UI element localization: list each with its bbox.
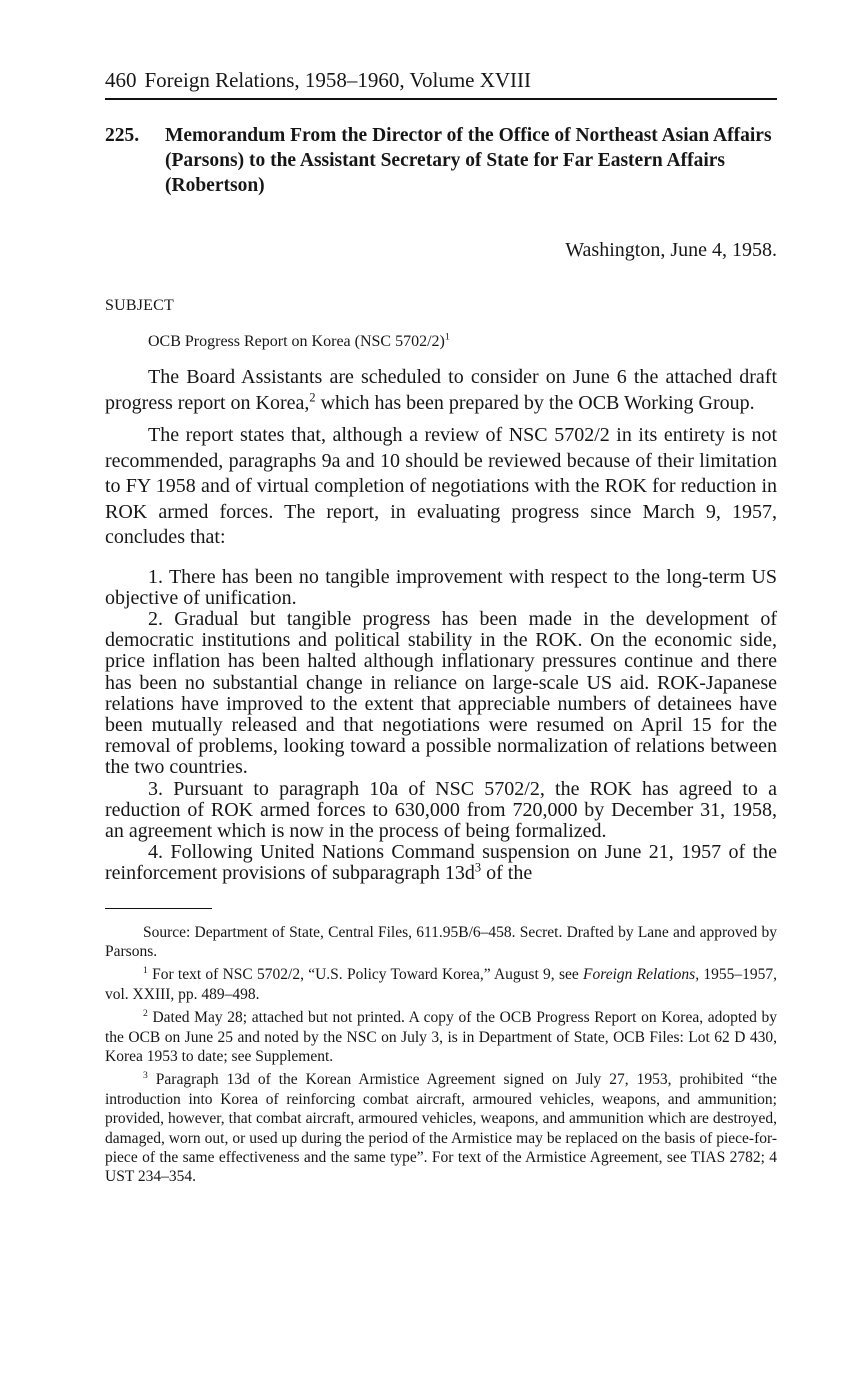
footnote-ref-1: 1 <box>444 331 450 343</box>
running-head <box>105 66 777 100</box>
body-paragraph-1-text-a: The Board Assistants are scheduled to consider on June 6 the attached draft progress report on Korea, <box>105 366 777 414</box>
body-paragraph-1-text-b: which has been prepared by the OCB Working Group. <box>320 391 755 414</box>
dateline: Washington, June 4, 1958. <box>565 239 777 261</box>
footnote-1 <box>105 965 777 1004</box>
document-title: Memorandum From the Director of the Office of Northeast Asian Affairs (Parsons) to the Assistant Secretary of State for Far Eastern Affairs (Robertson) <box>165 125 772 196</box>
footnote-ref-3: 3 <box>474 860 482 875</box>
volume-title: Foreign Relations, 1958–1960, Volume XVIII <box>144 68 532 92</box>
footnote-mark-3: 3 <box>143 1070 148 1082</box>
footnote-source: Source: Department of State, Central Files, 611.95B/6–458. Secret. Drafted by Lane and approved by Parsons. <box>105 923 777 960</box>
conclusions-list <box>105 567 777 885</box>
subject-text: OCB Progress Report on Korea (NSC 5702/2) <box>148 333 445 350</box>
page-number: 460 <box>105 68 137 92</box>
body-paragraph-2: The report states that, although a review of NSC 5702/2 in its entirety is not recommended, paragraphs 9a and 10 should be reviewed because of their limitation to FY 1958 and of virtual completion of negotiations with the ROK for reduction in ROK armed forces. The report, in evaluating progress since March 9, 1957, concludes that: <box>105 424 777 548</box>
memo-body <box>105 365 777 551</box>
footnote-1-text-a: For text of NSC 5702/2, “U.S. Policy Toward Korea,” August 9, see <box>152 966 579 984</box>
footnote-separator <box>105 908 212 909</box>
document-page <box>105 66 777 1191</box>
footnote-2 <box>105 1008 777 1066</box>
list-item-4-text-b: of the <box>486 862 533 885</box>
footnote-3 <box>105 1070 777 1186</box>
list-item <box>105 842 777 884</box>
subject-label: SUBJECT <box>105 297 174 314</box>
footnote-2-text: Dated May 28; attached but not printed. A copy of the OCB Progress Report on Korea, adopted by the OCB on June 25 and noted by the NSC on July 3, is in Department of State, OCB Files: Lot 62 D 430, Korea 1953 to date; see Supplement. <box>105 1009 777 1065</box>
document-number: 225. <box>105 125 140 146</box>
footnote-1-text-b: 1955–1957, vol. XXIII, pp. 489–498. <box>105 966 777 1003</box>
footnote-3-text: Paragraph 13d of the Korean Armistice Agreement signed on July 27, 1953, prohibited “the introduction into Korea of reinforcing combat aircraft, armoured vehicles, weapons, and ammunition; provided, however, that combat aircraft, armoured vehicles, weapons, and ammunition which are destroyed, damaged, worn out, or used up during the period of the Armistice may be replaced on the basis of piece-for-piece of the same effectiveness and the same type”. For text of the Armistice Agreement, see TIAS 2782; 4 UST 234–354. <box>105 1071 778 1186</box>
footnote-ref-2: 2 <box>309 389 316 404</box>
footnotes <box>105 923 777 1187</box>
body-paragraph-1 <box>105 365 777 416</box>
subject-line <box>105 331 777 353</box>
footnote-mark-1: 1 <box>143 965 148 977</box>
list-item: 2. Gradual but tangible progress has been made in the development of democratic institutions and political stability in the ROK. On the economic side, price inflation has been halted although inflationary pressures continue and there has been no substantial change in reliance on large-scale US aid. ROK-Japanese relations have improved to the extent that appreciable numbers of detainees have been mutually released and that negotiations were resumed on April 15 for the removal of problems, looking toward a possible normalization of relations between the two countries. <box>105 607 777 779</box>
list-item: 1. There has been no tangible improvement with respect to the long-term US objective of unification. <box>105 565 777 609</box>
document-heading <box>105 123 777 198</box>
footnote-mark-2: 2 <box>143 1008 148 1020</box>
list-item: 3. Pursuant to paragraph 10a of NSC 5702/2, the ROK has agreed to a reduction of ROK armed forces to 630,000 from 720,000 by December 31, 1958, an agreement which is now in the process of being formalized. <box>105 777 777 842</box>
footnote-1-italic: Foreign Relations, <box>583 966 700 984</box>
list-item-4-text-a: 4. Following United Nations Command suspension on June 21, 1957 of the reinforcement provisions of subparagraph 13d <box>105 841 777 885</box>
